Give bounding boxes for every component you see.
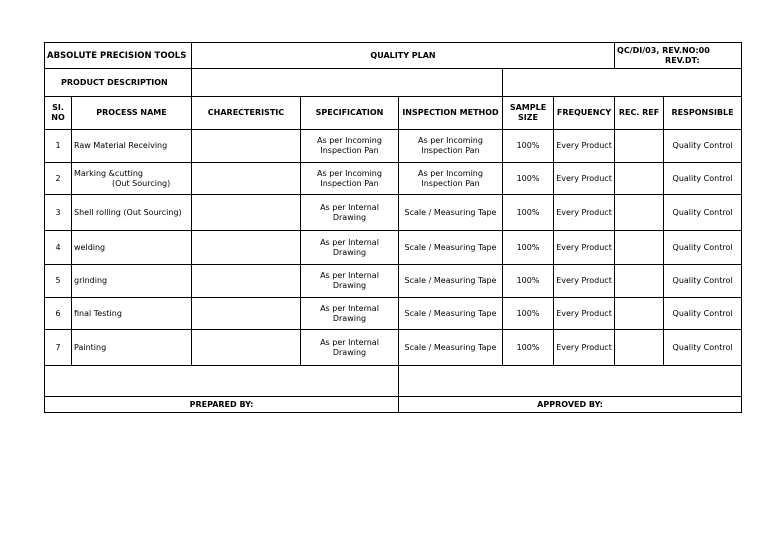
specification-cell: As per Internal Drawing [301, 330, 399, 366]
col-responsible-header: RESPONSIBLE [664, 97, 742, 130]
inspection-method-cell: Scale / Measuring Tape [399, 231, 503, 265]
sample-size-cell: 100% [503, 130, 554, 163]
prepared-by-label: PREPARED BY: [45, 397, 399, 413]
col-characteristic-header: CHARECTERISTIC [192, 97, 301, 130]
process-name: final Testing [74, 308, 122, 318]
process-name: Marking &cutting [74, 168, 143, 178]
process-name-cell [72, 330, 192, 366]
specification-cell: As per Incoming Inspection Pan [301, 130, 399, 163]
table-row [45, 195, 742, 231]
characteristic-cell [192, 298, 301, 330]
inspection-method-cell: Scale / Measuring Tape [399, 195, 503, 231]
process-name-cell [72, 195, 192, 231]
sl-no-cell: 5 [45, 265, 72, 298]
specification-cell: As per Internal Drawing [301, 298, 399, 330]
sl-no-cell: 1 [45, 130, 72, 163]
col-frequency-header: FREQUENCY [554, 97, 615, 130]
sl-no-cell: 4 [45, 231, 72, 265]
signature-space-row [45, 366, 742, 397]
table-row [45, 298, 742, 330]
signature-label-row [45, 397, 742, 413]
table-row [45, 231, 742, 265]
sample-size-cell: 100% [503, 330, 554, 366]
col-inspection-method-header: INSPECTION METHOD [399, 97, 503, 130]
responsible-cell: Quality Control [664, 231, 742, 265]
frequency-cell: Every Product [554, 231, 615, 265]
characteristic-cell [192, 195, 301, 231]
responsible-cell: Quality Control [664, 298, 742, 330]
frequency-cell: Every Product [554, 330, 615, 366]
inspection-method-cell: As per Incoming Inspection Pan [399, 163, 503, 195]
rec-ref-cell [615, 163, 664, 195]
characteristic-cell [192, 130, 301, 163]
table-row [45, 265, 742, 298]
sl-no-cell: 3 [45, 195, 72, 231]
rec-ref-cell [615, 330, 664, 366]
sample-size-cell: 100% [503, 163, 554, 195]
sample-size-cell: 100% [503, 231, 554, 265]
frequency-cell: Every Product [554, 265, 615, 298]
responsible-cell: Quality Control [664, 163, 742, 195]
characteristic-cell [192, 330, 301, 366]
process-name: Raw Material Receiving [74, 141, 168, 150]
process-name-sub: (Out Sourcing) [112, 178, 171, 188]
quality-plan-table [44, 42, 742, 413]
rec-ref-cell [615, 298, 664, 330]
frequency-cell: Every Product [554, 130, 615, 163]
responsible-cell: Quality Control [664, 130, 742, 163]
responsible-cell: Quality Control [664, 195, 742, 231]
product-description-label: PRODUCT DESCRIPTION [45, 69, 192, 97]
product-description-value [192, 69, 503, 97]
inspection-method-cell: As per Incoming Inspection Pan [399, 130, 503, 163]
prepared-signature-area [45, 366, 399, 397]
col-process-name-header: PROCESS NAME [72, 97, 192, 130]
sl-no-cell: 7 [45, 330, 72, 366]
characteristic-cell [192, 265, 301, 298]
column-header-row [45, 97, 742, 130]
doc-ref-line2: REV.DT: [665, 55, 700, 65]
specification-cell: As per Internal Drawing [301, 265, 399, 298]
sl-no-cell: 2 [45, 163, 72, 195]
sample-size-cell: 100% [503, 265, 554, 298]
process-name-cell [72, 265, 192, 298]
responsible-cell: Quality Control [664, 330, 742, 366]
product-description-extra [503, 69, 742, 97]
inspection-method-cell: Scale / Measuring Tape [399, 330, 503, 366]
process-name: grinding [74, 276, 108, 285]
frequency-cell: Every Product [554, 195, 615, 231]
sl-no-cell: 6 [45, 298, 72, 330]
sample-size-cell: 100% [503, 298, 554, 330]
approved-by-label: APPROVED BY: [399, 397, 742, 413]
frequency-cell: Every Product [554, 163, 615, 195]
process-name-cell [72, 163, 192, 195]
rec-ref-cell [615, 231, 664, 265]
document-reference [615, 43, 742, 69]
company-name: ABSOLUTE PRECISION TOOLS [45, 43, 192, 69]
inspection-method-cell: Scale / Measuring Tape [399, 298, 503, 330]
specification-cell: As per Internal Drawing [301, 231, 399, 265]
table-row [45, 130, 742, 163]
rec-ref-cell [615, 130, 664, 163]
process-name: Shell rolling (Out Sourcing) [74, 207, 182, 217]
table-row [45, 330, 742, 366]
process-name-cell [72, 298, 192, 330]
process-name-cell [72, 231, 192, 265]
frequency-cell: Every Product [554, 298, 615, 330]
col-sample-size-header: SAMPLE SIZE [503, 97, 554, 130]
inspection-method-cell: Scale / Measuring Tape [399, 265, 503, 298]
rec-ref-cell [615, 265, 664, 298]
specification-cell: As per Incoming Inspection Pan [301, 163, 399, 195]
process-name: Painting [74, 342, 107, 352]
characteristic-cell [192, 231, 301, 265]
col-sl-no-header: SI. NO [45, 97, 72, 130]
specification-cell: As per Internal Drawing [301, 195, 399, 231]
col-specification-header: SPECIFICATION [301, 97, 399, 130]
sample-size-cell: 100% [503, 195, 554, 231]
process-name: welding [74, 242, 106, 252]
characteristic-cell [192, 163, 301, 195]
rec-ref-cell [615, 195, 664, 231]
approved-signature-area [399, 366, 742, 397]
table-row [45, 163, 742, 195]
page-title: QUALITY PLAN [192, 43, 615, 69]
doc-ref-line1: QC/DI/03, REV.NO:00 [617, 45, 710, 55]
responsible-cell: Quality Control [664, 265, 742, 298]
col-rec-ref-header: REC. REF [615, 97, 664, 130]
process-name-cell [72, 130, 192, 163]
